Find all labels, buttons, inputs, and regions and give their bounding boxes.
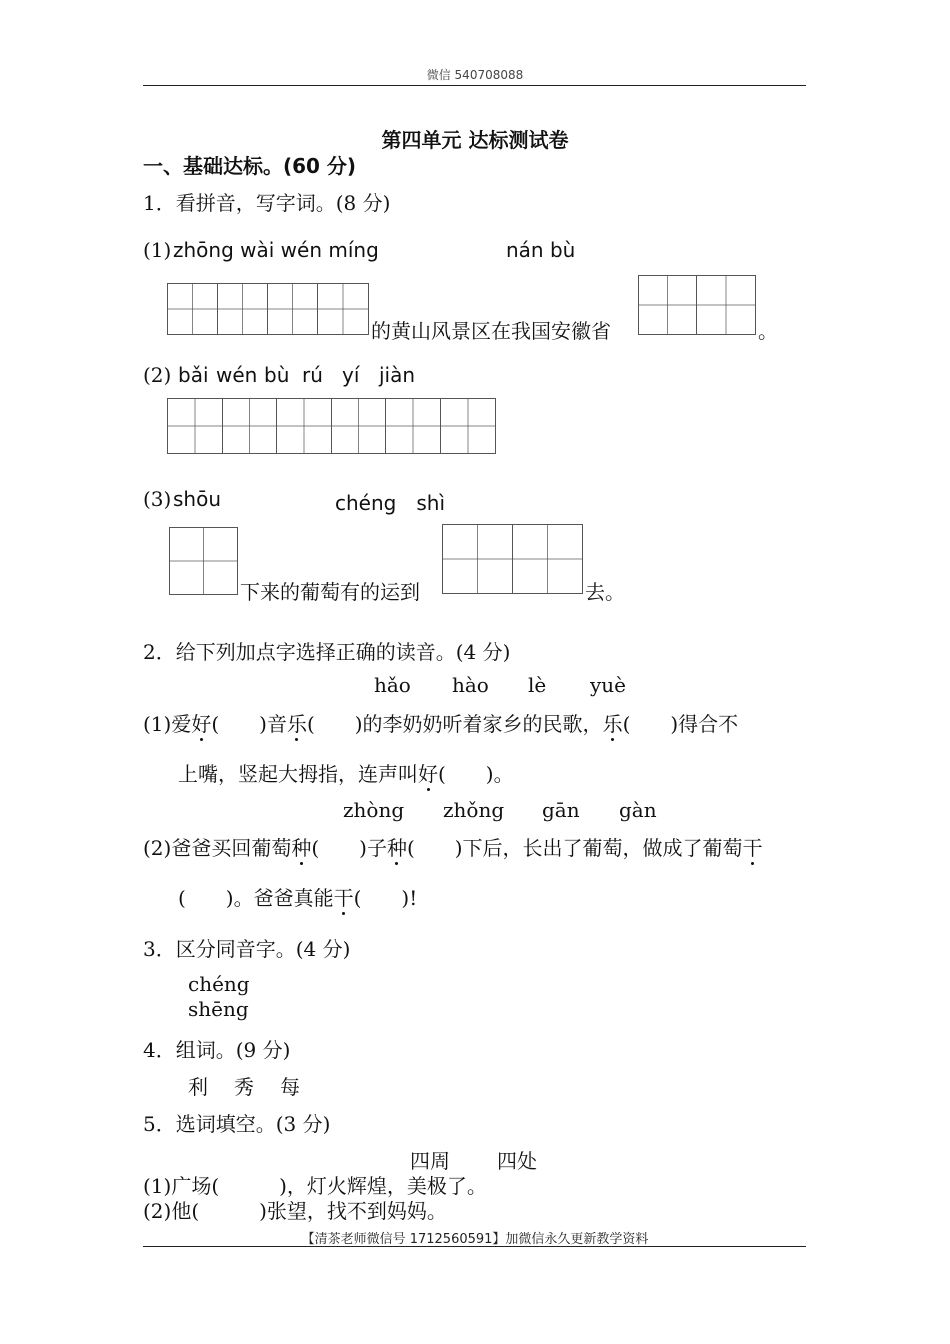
q1-item2-num: (2) — [143, 363, 172, 387]
q1-heading: 1．看拼音，写字词。(8 分) — [143, 191, 391, 215]
q2-option: hǎo — [374, 673, 411, 697]
footer-rule — [143, 1246, 806, 1247]
dotted-char: 乐 — [603, 708, 623, 737]
q1-item3-pinyin-b: chéng shì — [335, 491, 445, 515]
q1-item1-writing-grid-a[interactable] — [167, 283, 369, 335]
q2-option: lè — [528, 673, 547, 697]
q2-option: yuè — [590, 673, 627, 697]
q4-char: 利 — [188, 1075, 208, 1099]
q1-item1-end: 。 — [758, 319, 778, 343]
q2-line2: 上嘴，竖起大拇指，连声叫好( )。 — [178, 758, 514, 787]
q1-item2-writing-grid[interactable] — [167, 398, 496, 454]
dotted-char: 好 — [418, 758, 438, 787]
q2-line4: ( )。爸爸真能干( )! — [178, 882, 417, 911]
header-rule — [143, 85, 806, 86]
q1-item1-text: 的黄山风景区在我国安徽省 — [371, 319, 611, 343]
q1-item1-pinyin-a: zhōng wài wén míng — [173, 238, 379, 262]
q2-option: zhǒng — [443, 798, 505, 822]
q4-char: 每 — [280, 1075, 300, 1099]
q4-char: 秀 — [234, 1075, 254, 1099]
q2-line3: (2)爸爸买回葡萄种( )子种( )下后，长出了葡萄，做成了葡萄干 — [143, 832, 763, 861]
header-wechat: 微信 540708088 — [426, 68, 524, 82]
q2-option: zhòng — [343, 798, 405, 822]
page-title: 第四单元 达标测试卷 — [381, 128, 569, 152]
q5-item2: (2)他( )张望，找不到妈妈。 — [143, 1199, 447, 1223]
q5-option: 四处 — [497, 1149, 537, 1173]
dotted-char: 种 — [291, 832, 311, 861]
q1-item3-end: 去。 — [585, 580, 625, 604]
q1-item3-num: (3) — [143, 487, 172, 511]
q3-heading: 3．区分同音字。(4 分) — [143, 937, 351, 961]
q1-item3-pinyin-a: shōu — [173, 487, 222, 511]
section1-heading: 一、基础达标。(60 分) — [143, 154, 357, 178]
q1-item2-pinyin: wén — [216, 363, 258, 387]
q3-pinyin: shēng — [188, 997, 249, 1021]
q1-item2-pinyin: rú — [302, 363, 323, 387]
dotted-char: 好 — [191, 708, 211, 737]
q4-heading: 4．组词。(9 分) — [143, 1038, 291, 1062]
footer-text: 【清茶老师微信号 1712560591】加微信永久更新教学资料 — [301, 1232, 649, 1247]
q1-item3-writing-grid-a[interactable] — [169, 527, 238, 595]
q1-item1-num: (1) — [143, 238, 172, 262]
q2-option: hào — [452, 673, 489, 697]
q5-heading: 5．选词填空。(3 分) — [143, 1112, 331, 1136]
q1-item1-writing-grid-b[interactable] — [638, 275, 756, 335]
q1-item2-pinyin: bù — [264, 363, 290, 387]
q5-item1: (1)广场( )，灯火辉煌，美极了。 — [143, 1174, 487, 1198]
dotted-char: 干 — [743, 832, 763, 861]
q1-item3-writing-grid-b[interactable] — [442, 524, 583, 594]
q1-item3-text: 下来的葡萄有的运到 — [240, 580, 420, 604]
q5-option: 四周 — [410, 1149, 450, 1173]
q2-line1: (1)爱好( )音乐( )的李奶奶听着家乡的民歌，乐( )得合不 — [143, 708, 738, 737]
dotted-char: 干 — [334, 882, 354, 911]
q1-item1-pinyin-b: nán bù — [506, 238, 576, 262]
dotted-char: 乐 — [287, 708, 307, 737]
q2-heading: 2．给下列加点字选择正确的读音。(4 分) — [143, 640, 511, 664]
q1-item2-pinyin: bǎi — [178, 363, 209, 387]
q2-option: gàn — [619, 798, 657, 822]
q1-item2-pinyin: yí — [342, 363, 360, 387]
q2-option: gān — [542, 798, 580, 822]
q3-pinyin: chéng — [188, 972, 250, 996]
q1-item2-pinyin: jiàn — [379, 363, 416, 387]
dotted-char: 种 — [387, 832, 407, 861]
